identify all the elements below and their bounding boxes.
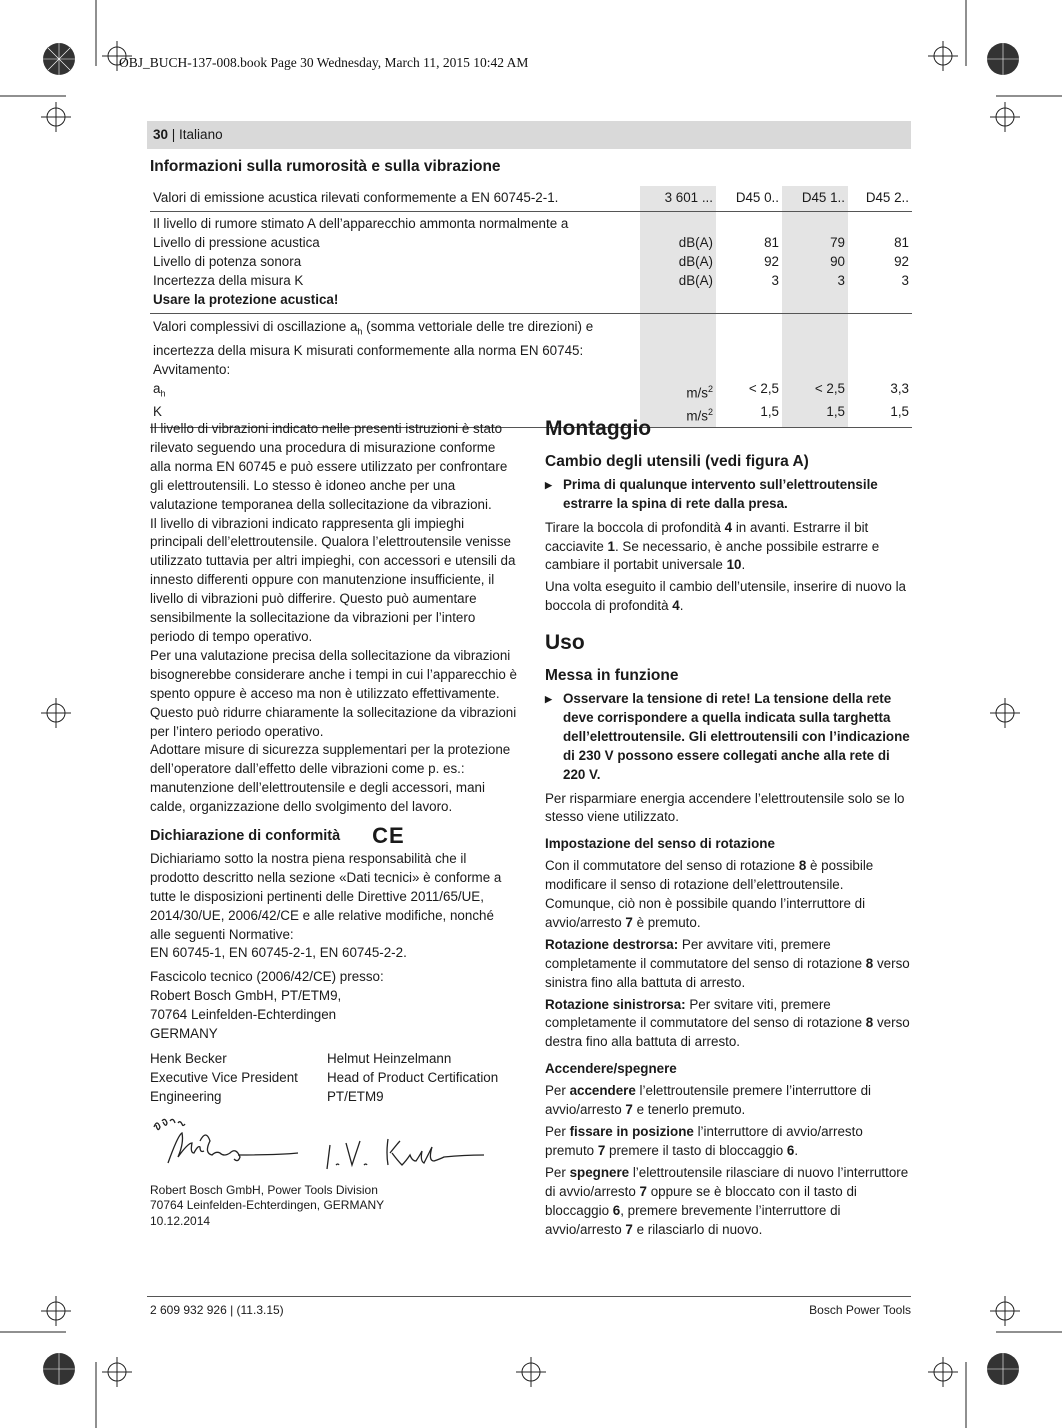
header-language: Italiano [179,127,223,142]
accendere-paragraph: Per accendere l’elettroutensile premere l’interruttore di avvio/arresto 7 e tenerlo premuto. [545,1083,872,1118]
vib-value: 1,5 [716,403,782,427]
noise-row-label: Livello di pressione acustica [153,234,320,250]
technical-file-line: 70764 Leinfelden-Echterdingen [150,1007,337,1023]
noise-row-label: Il livello di rumore stimato A dell’apparecchio ammonta normalmente a [153,215,569,231]
signatory-dept: Engineering [150,1088,222,1104]
vib-unit: $m/s^2$ [640,380,716,404]
table-row [150,380,912,404]
vibration-paragraph: Il livello di vibrazioni indicato nelle presenti istruzioni è stato rilevato seguendo una procedura di misurazione conforme alla norma EN 60745 e può essere utilizzato per confrontare gli elettroutensili. Lo stesso è idoneo anche per una valutazione temporanea della sollecitazione da vibrazioni. [150,421,508,512]
vib-value: 1,5 [782,403,848,427]
spegnere-paragraph: Per spegnere l’elettroutensile rilasciare di nuovo l’interruttore di avvio/arresto 7 oppure se è bloccato con il tasto di bloccaggio 6, premere brevemente l’interruttore di avvio/arresto 7 e rilasciarlo di nuovo. [545,1164,909,1237]
conformity-paragraph: Dichiariamo sotto la nostra piena responsabilità che il prodotto descritto nella sezione «Dati tecnici» è conforme a tutte le disposizioni pertinenti delle Direttive 2011/65/UE, 2014/30/UE, 2006/42/CE e alle relative modifiche, nonché alle seguenti Normative: [150,850,502,942]
noise-unit: dB(A) [640,253,716,272]
vib-unit: $m/s^2$ [640,403,716,427]
left-column [150,420,518,1229]
handwritten-signatures-image [150,1115,510,1181]
right-column [545,417,912,1239]
destrorsa-paragraph: Rotazione destrorsa: Per avvitare viti, premere completamente il commutatore del senso di rotazione 8 verso sinistra fino alla battuta di arresto. [545,936,910,990]
signatures [150,1115,518,1181]
cambio-warning: ▶ Prima di qualunque intervento sull’elettroutensile estrarre la spina di rete dalla presa. [545,476,912,514]
company-address [150,1183,518,1230]
sinistrorsa-paragraph: Rotazione sinistrorsa: Per svitare viti, premere completamente il commutatore del senso di rotazione 8 verso destra fino alla battuta di arresto. [545,996,910,1050]
table-header-row [150,186,912,211]
vib-value: 1,5 [848,403,912,427]
page-header-bar [147,121,911,149]
vib-row-label: K [150,403,640,427]
noise-section-title: Informazioni sulla rumorosità e sulla vibrazione [150,158,501,175]
footer-left: 2 609 932 926 | (11.3.15) [150,1303,284,1317]
noise-value: 3 [771,272,779,288]
conformity-heading [150,823,518,849]
uso-heading: Uso [545,631,585,655]
vib-intro-text: Valori complessivi di oscillazione a [153,319,358,335]
vib-intro-text: Avvitamento: [153,361,231,377]
table-row [150,291,912,314]
vib-value: < 2,5 [782,380,848,404]
messa-heading: Messa in funzione [545,667,679,685]
vibration-paragraph: Per una valutazione precisa della sollecitazione da vibrazioni bisognerebbe considerare anche i tempi in cui l’apparecchio è spento oppure è acceso ma non è utilizzato effettivamente. Questo può ridurre chiaramente la sollecitazione da vibrazioni per l’intero periodo operativo. [150,647,517,739]
noise-value: 81 [894,234,909,250]
technical-file [150,968,518,1044]
vibration-intro [150,314,640,380]
accendere-heading: Accendere/spegnere [545,1061,677,1077]
cambio-heading: Cambio degli utensili (vedi figura A) [545,452,809,470]
footer-rule [147,1296,911,1297]
montaggio-heading: Montaggio [545,417,652,440]
technical-file-line: Robert Bosch GmbH, PT/ETM9, [150,988,342,1004]
noise-value: 79 [782,234,848,253]
table-header-col: D45 0.. [716,186,782,211]
vib-intro-sub: h [357,327,363,338]
fissare-paragraph: Per fissare in posizione l’interruttore di avvio/arresto premuto 7 premere il tasto di bloccaggio 6. [545,1124,863,1158]
table-header-col: D45 2.. [848,186,912,211]
declaration-date: 10.12.2014 [150,1213,211,1228]
print-info: OBJ_BUCH-137-008.book Page 30 Wednesday, March 11, 2015 10:42 AM [119,55,529,70]
table-header-label: Valori di emissione acustica rilevati conformemente a EN 60745-2-1. [150,186,640,211]
page-number: 30 [153,127,169,142]
noise-value: 92 [764,253,779,269]
signatory-dept: PT/ETM9 [327,1088,384,1104]
table-row [150,253,912,272]
noise-value: 3 [901,272,909,288]
table-header-col: D45 1.. [782,186,848,211]
conformity-standards: EN 60745-1, EN 60745-2-1, EN 60745-2-2. [150,945,407,961]
technical-file-line: GERMANY [150,1026,218,1042]
cambio-paragraph: Una volta eseguito il cambio dell’utensile, inserire di nuovo la boccola di profondità 4. [545,579,907,614]
noise-vibration-table [150,186,912,428]
vibration-paragraph: Il livello di vibrazioni indicato rappresenta gli impieghi principali dell’elettroutensile. Qualora l’elettroutensile venisse utilizzato tuttavia per altri impieghi, con accessori e utensili da innesto differenti oppure con manutenzione insufficiente, il livello di vibrazioni può differire. Questo può aumentare sensibilmente la sollecitazione da vibrazioni per l’intero periodo di tempo operativo. [150,515,516,644]
vib-value: < 2,5 [748,380,779,396]
table-header-col: 3 601 ... [640,186,716,211]
hearing-protection-note: Usare la protezione acustica! [150,291,640,314]
noise-value: 92 [894,253,909,269]
signatory-title: Head of Product Certification [327,1069,499,1085]
table-row [150,234,912,253]
technical-file-line: Fascicolo tecnico (2006/42/CE) presso: [150,969,384,985]
noise-value: 3 [782,272,848,291]
company-line: 70764 Leinfelden-Echterdingen, GERMANY [150,1198,385,1213]
signatory-title: Executive Vice President [150,1069,298,1085]
senso-paragraph: Con il commutatore del senso di rotazione 8 è possibile modificare il senso di rotazione dell’elettroutensile. Comunque, ciò non è possibile quando l’interruttore di avvio/arresto 7 è premuto. [545,858,874,930]
company-line: Robert Bosch GmbH, Power Tools Division [150,1182,378,1197]
noise-row-label: Incertezza della misura K [153,272,304,288]
ce-mark: CE [372,823,405,849]
table-row [150,211,912,233]
signatory-1 [150,1050,327,1107]
signatories [150,1050,518,1107]
messa-warning: ▶ Osservare la tensione di rete! La tensione della rete deve corrispondere a quella indicata sulla targhetta dell’elettroutensile. Gli elettroutensili con l’indicazione di 230 V possono essere collegati anche alla rete di 220 V. [545,690,912,785]
noise-value: 90 [782,253,848,272]
senso-heading: Impostazione del senso di rotazione [545,836,775,852]
page-header [153,126,223,145]
noise-unit: dB(A) [640,272,716,291]
noise-unit: dB(A) [640,234,716,253]
vib-value: 3,3 [890,380,909,396]
conformity-title: Dichiarazione di conformità [150,828,341,845]
messa-paragraph: Per risparmiare energia accendere l’elettroutensile solo se lo stesso viene utilizzato. [545,790,905,825]
noise-value: 81 [764,234,779,250]
vibration-paragraph: Adottare misure di sicurezza supplementari per la protezione dell’operatore dall’effetto delle vibrazioni come p. es.: manutenzione dell’elettroutensile e degli accessori, mani calde, organizzazione dello svolgimento del lavoro. [150,742,511,815]
vib-intro-text: (somma vettoriale delle tre direzioni) e [362,319,594,335]
signatory-2 [327,1050,498,1107]
footer-right: Bosch Power Tools [809,1303,911,1317]
signatory-name: Helmut Heinzelmann [327,1051,452,1066]
vib-intro-text: incertezza della misura K misurati conformemente alla norma EN 60745: [153,343,584,359]
table-row [150,314,912,380]
table-row [150,272,912,291]
signatory-name: Henk Becker [150,1051,227,1066]
noise-row-label: Livello di potenza sonora [153,253,302,269]
cambio-paragraph: Tirare la boccola di profondità 4 in avanti. Estrarre il bit cacciavite 1. Se necessario, è anche possibile estrarre e cambiare il portabit universale 10. [545,519,880,573]
header-separator: | [168,127,180,142]
vib-row-label: $a_h$ [153,380,166,399]
